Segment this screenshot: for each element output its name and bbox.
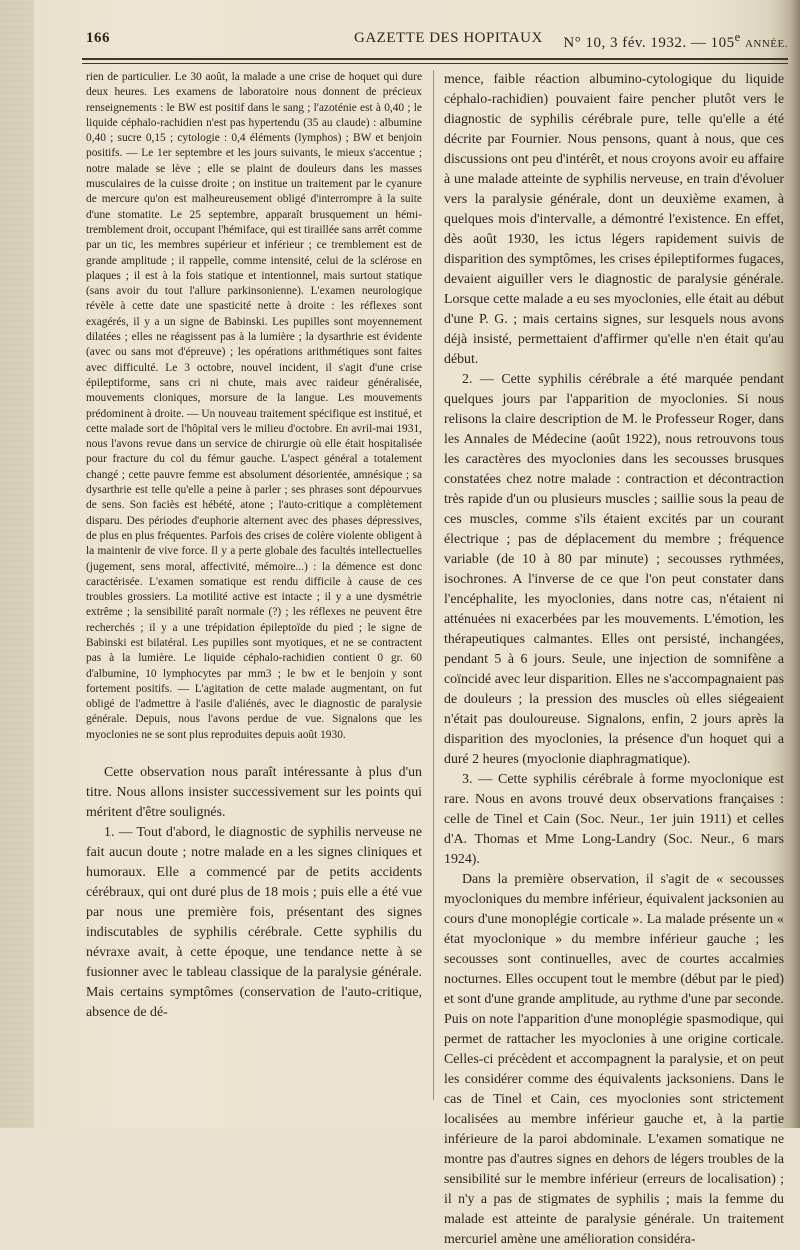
point-two: 2. — Cette syphilis cérébrale a été marquée pendant quelques jours par l'apparition de myoclonies. Si nous relisons la claire description de M. le Professeur Roger, dans les Annales de Médecine (août 1922), nous retrouvons tous les caractères des myoclonies dans les secousses brusques constatées chez notre malade : contraction et décontraction très rapide d'un ou plusieurs muscles ; saillie sous la peau de ces muscles, comme s'ils étaient excités par un courant électrique ; pas de déplacement du membre ; fréquence variable (de 10 à 80 par minute) ; secousses rythmées, isochrones. A l'inverse de ce que l'on peut constater dans l'encéphalite, les myoclonies, dans notre cas, n'étaient ni atténuées ni exacerbées par les mouvements. L'émotion, les thérapeutiques calmantes. Elles ont persisté, inchangées, pendant 5 à 6 jours. Seule, une injection de somnifène a coïncidé avec leur disparition. Elles ne s'accompagnaient pas de douleurs ; la pression des muscles où elles siégeaient n'était pas douloureuse. Signalons, enfin, 2 jours après la disparition des myoclonies, la présence d'un hoquet qui a duré 2 heures (myoclonie diaphragmatique).: [444, 372, 784, 767]
case-paragraph: rien de particulier. Le 30 août, la malade a une crise de hoquet qui dure deux heures. Les examens de laboratoire nous donnent de précieux renseignements : le BW est positif dans le sang ; l'azoténie est à 0,40 ; le liquide céphalo-rachidien n'est pas hypertendu (35 au claude) : albumine 0,40 ; sucre 0,15 ; cytologie : 0,4 éléments (lymphos) ; BW et benjoin positifs. — Le 1er septembre et les jours suivants, le mieux s'accentue ; notre malade se lève ; elle se plaint de douleurs dans les masses musculaires de la cuisse droite ; on institue un traitement par le cyanure de mercure qu'on est malheureusement obligé d'interrompre à la suite d'une stomatite. Le 25 septembre, apparaît brusquement un hémi-tremblement droit, occupant l'hémiface, qui est tiraillée sans arrêt comme par un tic, les membres supérieur et inférieur ; ce tremblement est de grande amplitude ; il rappelle, comme intensité, celui de la sclérose en plaques ; il est à la fois statique et intentionnel, mais surtout statique (sans avoir du tout l'allure parkinsonienne). L'examen neurologique révèle à cette date une spasticité nette à droite : les réflexes sont exagérés, il y a un signe de Babinski. Les pupilles sont moyennement dilatées ; elles ne réagissent pas à la lumière ; la dysarthrie est évidente (avec ou sans mot d'épreuve) ; les opérations arithmétiques sont faites avec difficulté. Le 3 octobre, nouvel incident, il s'agit d'une crise épileptiforme, sans cri ni chute, mais avec raideur généralisée, mouvements cloniques, morsure de la langue. Les mouvements prédominent à droite. — Un nouveau traitement spécifique est institué, et cette malade sort de l'hôpital vers le milieu d'octobre. En avril-mai 1931, nous l'avons revue dans un service de chirurgie où elle était hospitalisée pour fracture du col du fémur gauche. L'aspect général a totalement changé ; cette pauvre femme est absolument désorientée, amnésique ; sa dysarthrie est telle qu'elle a peine à parler ; ses phrases sont dépourvues de sens. Son faciès est hébété, atone ; l'auto-critique a complètement disparu. Des périodes d'euphorie alternent avec des phases dépressives, de plus en plus fréquentes. Parfois des crises de colère violente obligent à la maintenir de vive force. Il y a perte globale des facultés intellectuelles (jugement, sens moral, affectivité, mémoire...) : la démence est donc caractérisée. L'examen somatique est rendu difficile à cause de ces troubles grossiers. La motilité active est intacte ; il y a une dysmétrie extrême ; la sensibilité paraît normale (?) ; les réflexes ne peuvent être recherchés ; il y a une trépidation épileptoïde du pied ; le signe de Babinski est bilatéral. Les pupilles sont myotiques, et ne se contractent pas à la lumière. Le liquide céphalo-rachidien contient 0 gr. 60 d'albumine, 10 lymphocytes par mm3 ; le bw et le benjoin y sont fortement positifs. — L'agitation de cette malade augmentant, on fut obligé de l'admettre à l'asile d'aliénés, avec le diagnostic de paralysie générale. Depuis, nous l'avons perdue de vue. Signalons que les myoclonies ne se sont plus reproduites depuis août 1930.: [86, 71, 422, 741]
paragraph-gap: [86, 743, 422, 763]
page-number: 166: [86, 30, 110, 46]
point-one: 1. — Tout d'abord, le diagnostic de syphilis nerveuse ne fait aucun doute ; notre malade en a les signes cliniques et humoraux. Elle a commencé par de petits accidents cérébraux, qui ont duré plus de 18 mois ; puis elle a été vue par nous une première fois, présentant des signes indiscutables de syphilis cérébrale. Cette syphilis du névraxe avait, à cette époque, une tendance nette à se fusionner avec le tableau classique de la paralysie générale. Mais certains symptômes (conservation de l'auto-critique, absence de dé-: [86, 825, 422, 1021]
issue-date-text: N° 10, 3 fév. 1932. — 105: [563, 35, 735, 51]
issue-year-word: ANNÉE.: [744, 38, 788, 50]
header-rule-thin: [82, 63, 788, 64]
binding-edge: [0, 0, 34, 1128]
journal-title: GAZETTE DES HOPITAUX: [354, 30, 543, 46]
header-rule-thick: [82, 58, 788, 60]
intro-paragraph: Cette observation nous paraît intéressante à plus d'un titre. Nous allons insister successivement sur les points qui méritent d'être soulignés.: [86, 765, 422, 821]
right-column: [444, 70, 784, 1250]
column-divider: [433, 70, 434, 1100]
running-header: [82, 30, 788, 54]
point-three-continued: Dans la première observation, il s'agit de « secousses myocloniques du membre inférieur, équivalent jacksonien au cours d'une monoplégie corticale ». La malade présente un « état myoclonique » du membre inférieur gauche ; les secousses sont continuelles, avec de courtes accalmies nocturnes. Elles occupent tout le membre (début par le pied) et sont d'une grande amplitude, au rythme d'une par seconde. Puis on note l'apparition d'une monoplégie spasmodique, qui permet de rattacher les myoclonies à une origine corticale. Celles-ci précèdent et accompagnent la paralysie, et on peut les considérer comme des équivalents jacksoniens. Dans le cas de Tinel et Cain, ces myoclonies sont strictement localisées au membre inférieur gauche et, à la partie inférieure de la paroi abdominale. L'examen somatique ne montre pas d'autres signes en dehors de légers troubles de la sensibilité sur le membre inférieur (erreurs de localisation) ; il n'y a pas de stigmates de syphilis ; mais la femme du malade est atteinte de paralysie générale. Un traitement mercuriel amène une amélioration considéra-: [444, 872, 784, 1247]
issue-date: [563, 30, 788, 52]
left-column: [86, 70, 422, 1023]
issue-date-sup: e: [734, 30, 741, 44]
point-three: 3. — Cette syphilis cérébrale à forme myoclonique est rare. Nous en avons trouvé deux observations françaises : celle de Tinel et Cain (Soc. Neur., 1er juin 1911) et celles d'A. Thomas et Mme Long-Landry (Soc. Neur., 6 mars 1924).: [444, 772, 784, 867]
continuation-paragraph: mence, faible réaction albumino-cytologique du liquide céphalo-rachidien) pouvaient faire pencher plutôt vers le diagnostic de syphilis cérébrale pure, telle qu'elle a été décrite par Fournier. Nous pensons, quant à nous, que ces discussions ont peu d'intérêt, et nous croyons avoir eu affaire à une malade atteinte de syphilis nerveuse, en train d'évoluer vers la paralysie générale, dont un deuxième examen, à quelques mois d'intervalle, a démontré l'existence. En effet, dès août 1930, les ictus légers rapidement suivis de disparition des symptômes, les crises épileptiformes fugaces, devaient aiguiller vers le diagnostic de paralysie générale. Lorsque cette malade a eu ses myoclonies, elle était au début d'une P. G. ; mais certains signes, sur lesquels nous avons déjà insisté, permettaient d'affirmer qu'elle n'en était qu'au début.: [444, 72, 784, 367]
